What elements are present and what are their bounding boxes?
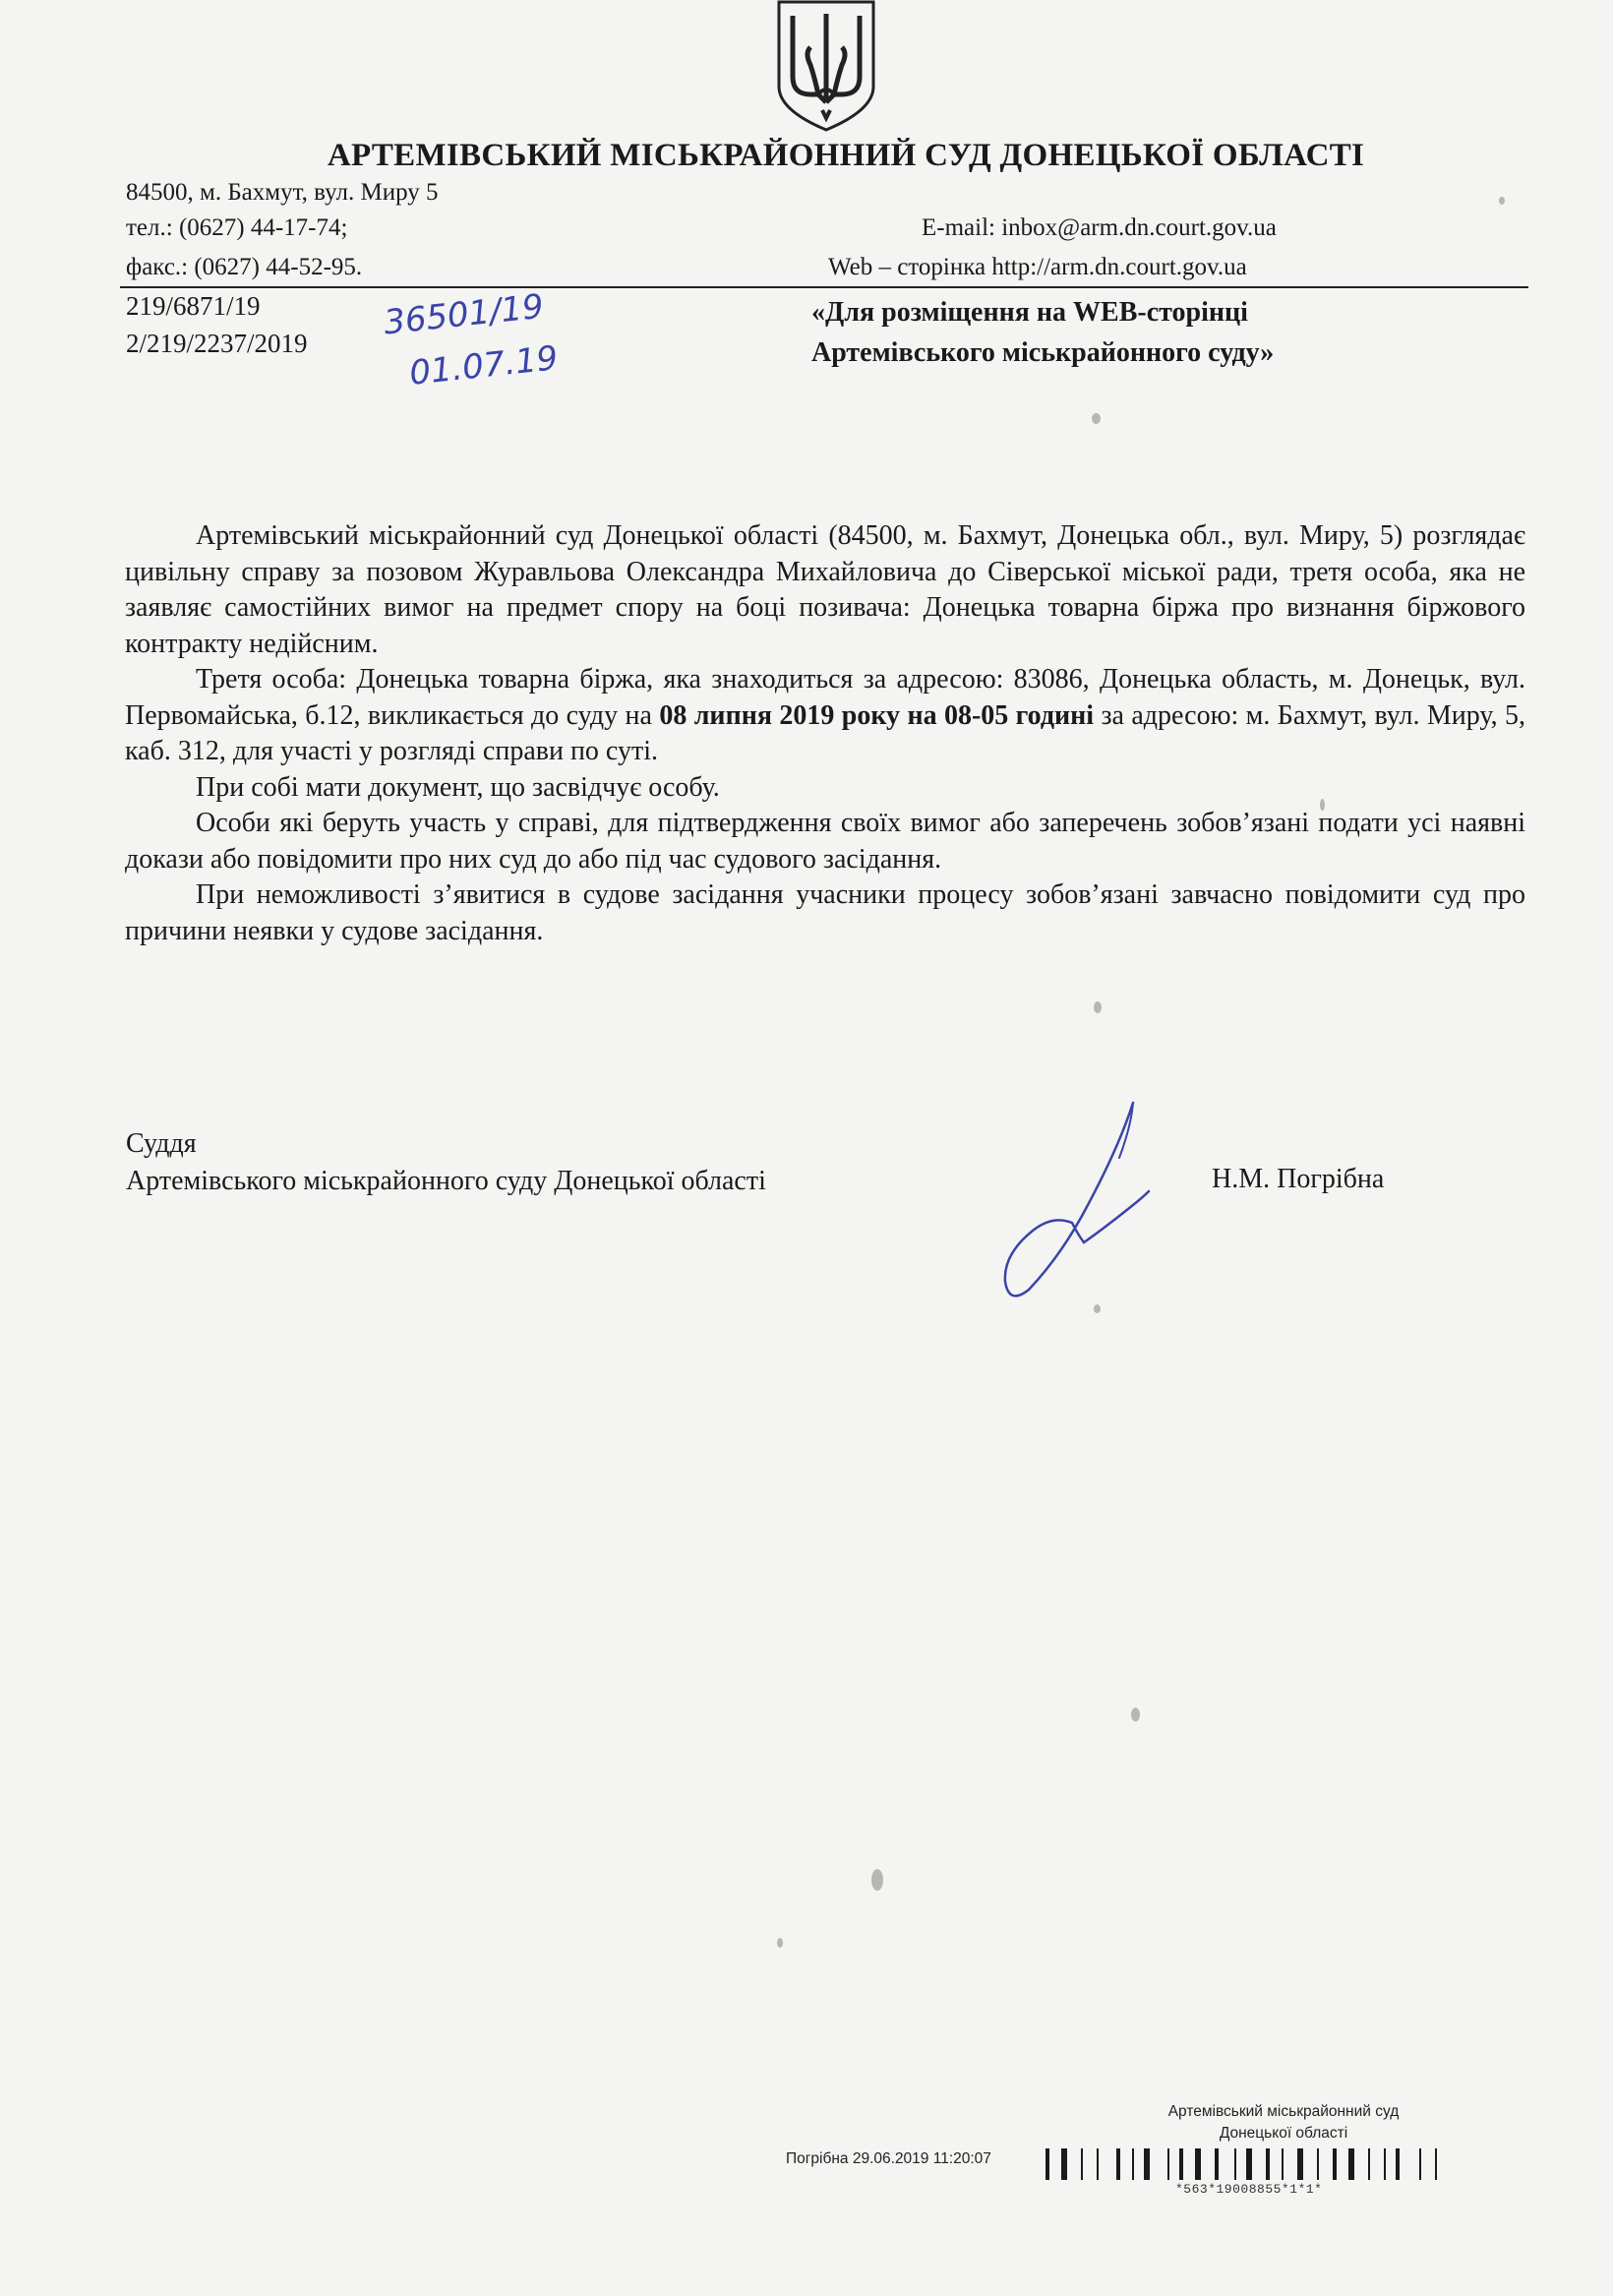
web-placement-note: [811, 292, 1274, 373]
scan-speck: [1092, 413, 1101, 424]
judge-name: Н.М. Погрібна: [1212, 1164, 1385, 1194]
paragraph-summons: [125, 662, 1525, 770]
paragraph-absence: При неможливості з’явитися в судове засідання учасники процесу зобов’язані завчасно повідомити суд про причини неявки у судове засідання.: [125, 879, 1525, 946]
scan-speck: [871, 1869, 883, 1891]
summons-text-end: за адресою: м. Бахмут, вул. Миру, 5, каб. 312, для участі у розгляді справи по суті.: [125, 699, 1525, 766]
stamp-court-line-2: Донецької області: [1219, 2125, 1348, 2142]
court-phone: тел.: (0627) 44-17-74;: [126, 214, 348, 241]
scan-speck: [1499, 197, 1505, 205]
barcode-icon: [1045, 2148, 1527, 2180]
court-website: Web – сторінка http://arm.dn.court.gov.ua: [828, 254, 1247, 280]
proceeding-number: 2/219/2237/2019: [126, 329, 308, 358]
stamp-court-line-1: Артемівський міськрайонний суд: [1167, 2103, 1400, 2120]
scan-speck: [1094, 1001, 1102, 1013]
scan-speck: [1320, 799, 1325, 811]
web-placement-line-1: «Для розміщення на WEB-сторінці: [811, 297, 1248, 328]
handwritten-registration-date: 01.07.19: [407, 338, 561, 393]
notice-body: [125, 518, 1525, 949]
paragraph-case: Артемівський міськрайонний суд Донецької області (84500, м. Бахмут, Донецька обл., вул. Миру, 5) розглядає цивільну справу за позовом Журавльова Олександра Михайловича до Сіверської міської ради, третя особа, яка не заявляє самостійних вимог на предмет спору на боці позивача: Донецька товарна біржа про визнання біржового контракту недійсним.: [125, 520, 1525, 659]
scan-speck: [1131, 1708, 1140, 1722]
handwritten-signature: [993, 1097, 1165, 1299]
barcode-number: *563*19008855*1*1*: [1175, 2182, 1323, 2197]
web-placement-line-2: Артемівського міськрайонного суду»: [811, 337, 1275, 368]
signature-title: [126, 1125, 766, 1200]
paragraph-id-document: При собі мати документ, що засвідчує особу.: [196, 771, 720, 803]
coat-of-arms-icon: [771, 0, 881, 132]
court-address: 84500, м. Бахмут, вул. Миру 5: [126, 179, 439, 206]
signature-title-line-2: Артемівського міськрайонного суду Донецької області: [126, 1166, 766, 1196]
summons-text-start: Третя особа: Донецька товарна біржа, яка знаходиться за адресою: 83086, Донецька область, м. Донецьк, вул. Первомайська, б.12, викликається до суду на: [125, 664, 1525, 731]
handwritten-registration-number: 36501/19: [382, 286, 546, 343]
electronic-signature-timestamp: Погрібна 29.06.2019 11:20:07: [786, 2150, 991, 2167]
hearing-datetime: 08 липня 2019 року на 08-05 годині: [659, 699, 1095, 731]
scan-speck: [1094, 1304, 1101, 1313]
court-email: E-mail: inbox@arm.dn.court.gov.ua: [922, 214, 1277, 241]
case-number: 219/6871/19: [126, 291, 261, 321]
scan-speck: [777, 1938, 783, 1948]
signature-title-line-1: Суддя: [126, 1128, 197, 1159]
paragraph-evidence: Особи які беруть участь у справі, для підтвердження своїх вимог або заперечень зобов’язані подати усі наявні докази або повідомити про них суд до або під час судового засідання.: [125, 808, 1525, 875]
court-name: АРТЕМІВСЬКИЙ МІСЬКРАЙОННИЙ СУД ДОНЕЦЬКОЇ ОБЛАСТІ: [327, 138, 1365, 173]
header-divider: [120, 286, 1528, 288]
electronic-stamp-court: [1102, 2101, 1465, 2145]
court-fax: факс.: (0627) 44-52-95.: [126, 254, 363, 280]
